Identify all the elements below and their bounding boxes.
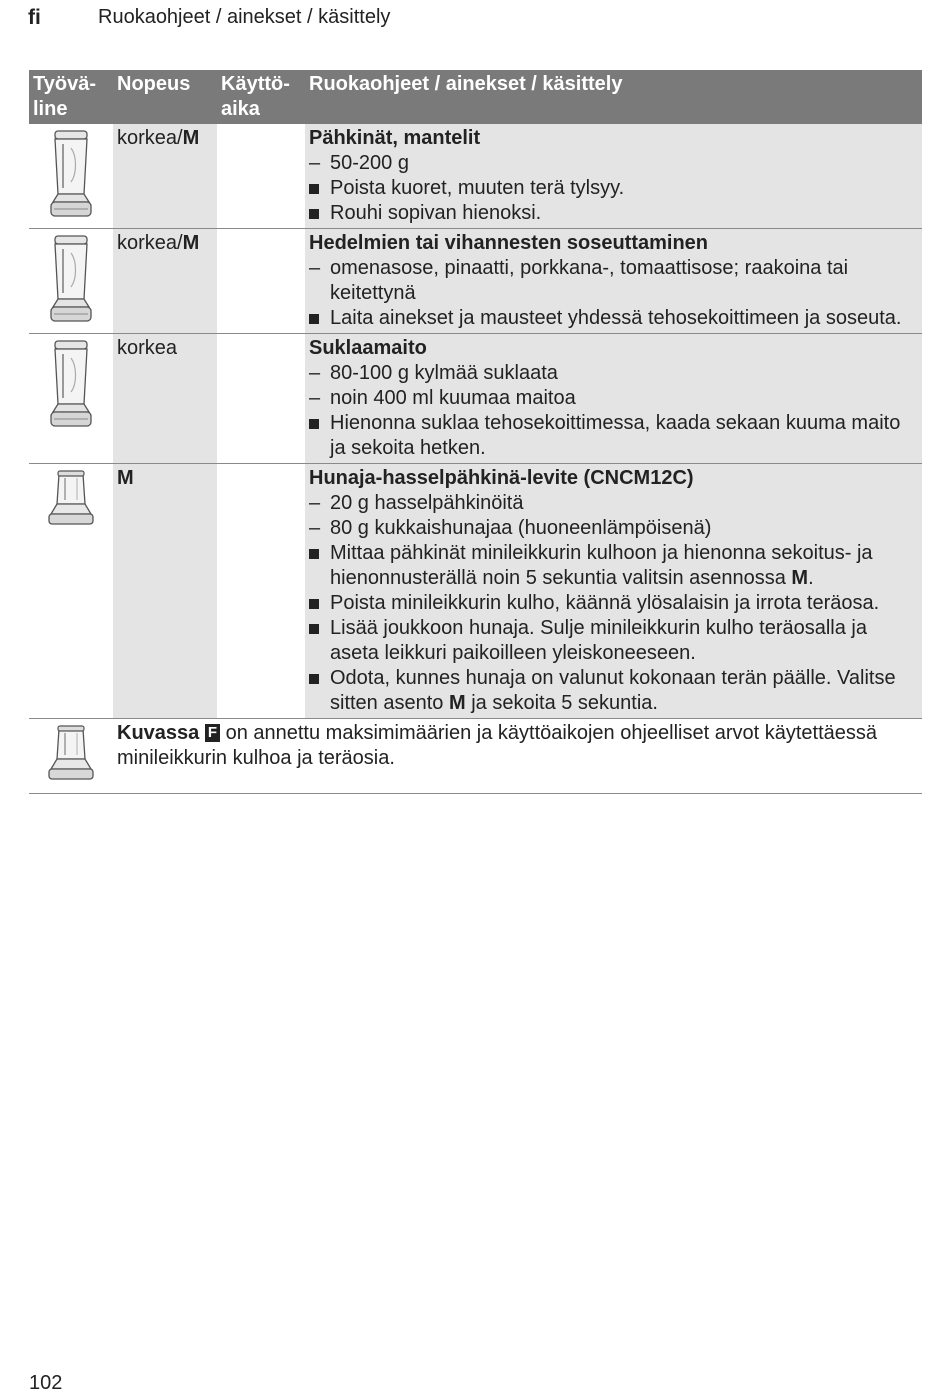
speed-setting: M [117,467,134,489]
recipe-title: Hunaja-hasselpähkinä-levite (CNCM12C) [309,467,694,489]
dash-marker: – [309,492,321,514]
note-lead: Kuvassa [117,722,200,744]
speed-setting: M [448,692,466,714]
list-item [309,591,918,616]
list-item [309,386,918,411]
column-header-recipe: Ruokaohjeet / ainekset / käsittely [305,70,922,124]
list-item [309,306,918,331]
item-text: Lisää joukkoon hunaja. Sulje minileikkurin kulho teräosalla ja aseta leikkuri paikoilleen yleiskoneeseen. [330,617,867,664]
speed-setting: M [791,567,809,589]
table-row [29,229,922,334]
item-text: Poista minileikkurin kulho, käännä ylösalaisin ja irrota teräosa. [330,592,880,614]
table-row [29,464,922,719]
column-header-tool: Työvä- line [29,70,113,124]
dash-marker: – [309,257,321,279]
speed-cell [113,124,217,229]
bullet-square-icon [309,674,319,684]
dash-marker: – [309,152,321,174]
item-text: 50-200 g [330,152,409,174]
item-text: 80-100 g kylmää suklaata [330,362,558,384]
list-item [309,361,918,386]
tool-cell [29,464,113,719]
item-text: Mittaa pähkinät minileikkurin kulhoon ja hienonna sekoitus- ja hienonnusterällä noin 5 sekuntia valitsin asennossa [330,542,873,589]
mini-chopper-icon [45,468,97,530]
time-cell [217,464,305,719]
note-row [29,719,922,794]
item-text: 80 g kukkaishunajaa (huoneenlämpöisenä) [330,517,712,539]
mini-chopper-icon [45,723,97,785]
recipe-cell [305,334,922,464]
recipe-cell [305,124,922,229]
recipe-cell [305,229,922,334]
note-text: on annettu maksimimäärien ja käyttöaikojen ohjeelliset arvot käytettäessä minileikkurin kulhoa ja teräosia. [117,722,878,769]
item-text: Rouhi sopivan hienoksi. [330,202,542,224]
speed-cell [113,334,217,464]
tool-cell [29,229,113,334]
time-cell [217,334,305,464]
item-text: noin 400 ml kuumaa maitoa [330,387,576,409]
list-item [309,516,918,541]
blender-jar-icon [46,233,96,325]
dash-marker: – [309,517,321,539]
item-text: 20 g hasselpähkinöitä [330,492,524,514]
speed-text: korkea [117,337,178,359]
list-item [309,176,918,201]
bullet-square-icon [309,549,319,559]
list-item [309,491,918,516]
section-title: Ruokaohjeet / ainekset / käsittely [98,6,391,28]
blender-jar-icon [46,128,96,220]
speed-setting: M [182,232,200,254]
list-item [309,541,918,591]
column-header-speed: Nopeus [113,70,217,124]
bullet-square-icon [309,599,319,609]
tool-cell [29,124,113,229]
table-row [29,334,922,464]
item-text: omenasose, pinaatti, porkkana-, tomaattisose; raakoina tai keitettynä [330,257,849,304]
list-item [309,666,918,716]
recipe-title: Pähkinät, mantelit [309,127,481,149]
table-row [29,124,922,229]
time-cell [217,229,305,334]
bullet-square-icon [309,184,319,194]
bullet-square-icon [309,314,319,324]
item-text-tail: ja sekoita 5 sekuntia. [465,692,658,714]
recipe-cell [305,464,922,719]
table-header-row [29,70,922,124]
language-code: fi [28,6,41,29]
item-text: Poista kuoret, muuten terä tylsyy. [330,177,625,199]
item-text-tail: . [808,567,814,589]
item-text: Laita ainekset ja mausteet yhdessä tehosekoittimeen ja soseuta. [330,307,902,329]
item-text: Hienonna suklaa tehosekoittimessa, kaada sekaan kuuma maito ja sekoita hetken. [330,412,901,459]
speed-text: korkea/ [117,232,183,254]
column-header-time: Käyttö- aika [217,70,305,124]
recipe-table [29,70,922,794]
tool-cell [29,334,113,464]
bullet-square-icon [309,419,319,429]
recipe-title: Suklaamaito [309,337,427,359]
item-text: Odota, kunnes hunaja on valunut kokonaan terän päälle. Valitse sitten asento [330,667,896,714]
tool-cell [29,719,113,794]
speed-text: korkea/ [117,127,183,149]
recipe-title: Hedelmien tai vihannesten soseuttaminen [309,232,708,254]
list-item [309,151,918,176]
figure-f-badge: F [205,724,220,742]
note-cell [113,719,922,794]
speed-setting: M [182,127,200,149]
list-item [309,201,918,226]
page-header [0,6,950,34]
dash-marker: – [309,387,321,409]
list-item [309,256,918,306]
list-item [309,616,918,666]
blender-jar-icon [46,338,96,430]
speed-cell [113,229,217,334]
speed-cell [113,464,217,719]
page-number: 102 [29,1372,63,1394]
bullet-square-icon [309,209,319,219]
time-cell [217,124,305,229]
bullet-square-icon [309,624,319,634]
list-item [309,411,918,461]
dash-marker: – [309,362,321,384]
